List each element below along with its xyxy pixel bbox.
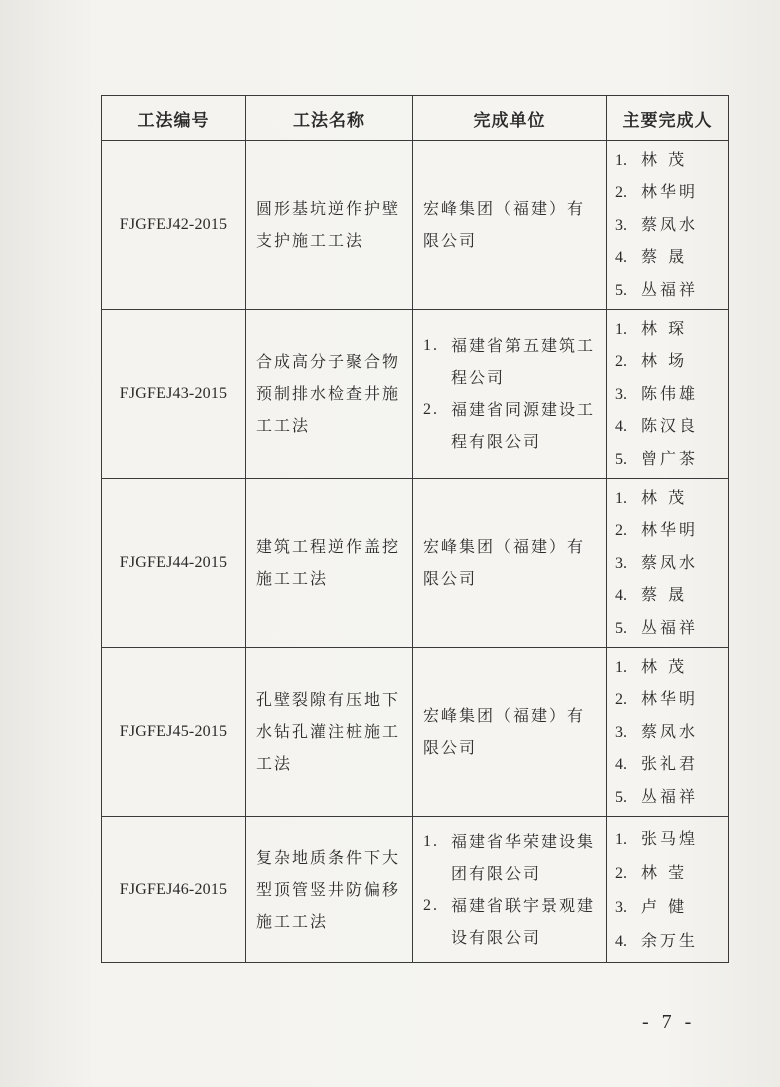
construction-methods-table: [101, 95, 729, 963]
method-name: 复杂地质条件下大型顶管竖井防偏移施工工法: [246, 817, 413, 963]
person-item: [615, 482, 728, 515]
header-name: 工法名称: [246, 96, 413, 141]
person-number: 2.: [615, 864, 627, 882]
person-number: 2.: [615, 691, 627, 709]
person-name: 丛福祥: [641, 786, 699, 806]
unit-text: 宏峰集团（福建）有限公司: [423, 706, 586, 757]
person-item: [615, 241, 728, 274]
person-name: 张马煌: [641, 828, 699, 848]
person-number: 1.: [615, 151, 627, 169]
method-code: FJGFEJ44-2015: [102, 479, 246, 648]
person-name: 蔡凤水: [641, 552, 699, 572]
person-item: [615, 547, 728, 580]
method-code: FJGFEJ45-2015: [102, 648, 246, 817]
person-item: [615, 209, 728, 242]
person-item: [615, 378, 728, 411]
table-row: [102, 479, 729, 648]
person-name: 林 茂: [641, 656, 688, 676]
person-name: 张礼君: [641, 754, 699, 774]
person-number: 4.: [615, 756, 627, 774]
person-item: [615, 924, 728, 958]
person-item: [615, 716, 728, 749]
unit-text: 福建省联宇景观建设有限公司: [451, 895, 596, 947]
person-name: 蔡凤水: [641, 721, 699, 741]
unit-text: 宏峰集团（福建）有限公司: [423, 537, 586, 588]
person-number: 2.: [615, 353, 627, 371]
person-name: 蔡 晟: [641, 585, 688, 605]
person-number: 3.: [615, 723, 627, 741]
method-name: 孔壁裂隙有压地下水钻孔灌注桩施工工法: [246, 648, 413, 817]
table-header-row: [102, 96, 729, 141]
table-row: [102, 648, 729, 817]
person-number: 4.: [615, 932, 627, 950]
person-item: [615, 443, 728, 476]
person-item: [615, 144, 728, 177]
person-number: 3.: [615, 554, 627, 572]
person-number: 3.: [615, 385, 627, 403]
unit-text: 福建省华荣建设集团有限公司: [451, 831, 596, 883]
person-name: 丛福祥: [641, 617, 699, 637]
unit-text: 宏峰集团（福建）有限公司: [423, 199, 586, 250]
main-contributors: [607, 817, 729, 963]
completing-unit: [413, 648, 607, 817]
person-name: 余万生: [641, 930, 699, 950]
unit-text: 福建省同源建设工程有限公司: [451, 400, 596, 451]
person-number: 5.: [615, 450, 627, 468]
person-item: [615, 822, 728, 856]
person-number: 5.: [615, 619, 627, 637]
person-name: 丛福祥: [641, 279, 699, 299]
person-item: [615, 683, 728, 716]
person-number: 4.: [615, 587, 627, 605]
person-name: 陈伟雄: [641, 383, 699, 403]
completing-unit: [413, 479, 607, 648]
main-contributors: [607, 141, 729, 310]
header-code: 工法编号: [102, 96, 246, 141]
person-number: 5.: [615, 281, 627, 299]
unit-item: [423, 330, 600, 394]
unit-item: [423, 394, 600, 458]
completing-unit: [413, 817, 607, 963]
person-name: 林 琛: [641, 318, 688, 338]
person-name: 林华明: [641, 182, 699, 202]
person-number: 5.: [615, 788, 627, 806]
person-number: 1.: [615, 320, 627, 338]
person-name: 林 茂: [641, 149, 688, 169]
person-number: 1.: [615, 489, 627, 507]
table-row: [102, 310, 729, 479]
person-name: 陈汉良: [641, 416, 699, 436]
person-name: 林华明: [641, 520, 699, 540]
person-item: [615, 781, 728, 814]
person-name: 蔡 晟: [641, 247, 688, 267]
completing-unit: [413, 141, 607, 310]
unit-item: [423, 193, 600, 257]
person-number: 3.: [615, 898, 627, 916]
header-unit: 完成单位: [413, 96, 607, 141]
main-contributors: [607, 310, 729, 479]
unit-item: [423, 826, 600, 890]
unit-number: 1.: [423, 337, 439, 354]
method-code: FJGFEJ43-2015: [102, 310, 246, 479]
person-name: 林 场: [641, 351, 688, 371]
person-number: 1.: [615, 830, 627, 848]
page-number: - 7 -: [642, 1011, 696, 1033]
person-item: [615, 176, 728, 209]
unit-number: 2.: [423, 401, 439, 418]
unit-number: 1.: [423, 832, 439, 850]
completing-unit: [413, 310, 607, 479]
main-contributors: [607, 479, 729, 648]
person-item: [615, 890, 728, 924]
person-number: 2.: [615, 184, 627, 202]
person-item: [615, 579, 728, 612]
person-item: [615, 410, 728, 443]
person-item: [615, 856, 728, 890]
person-number: 3.: [615, 216, 627, 234]
person-name: 林 莹: [641, 862, 688, 882]
method-code: FJGFEJ42-2015: [102, 141, 246, 310]
person-item: [615, 345, 728, 378]
person-name: 林华明: [641, 689, 699, 709]
unit-item: [423, 531, 600, 595]
person-number: 4.: [615, 418, 627, 436]
unit-number: 2.: [423, 896, 439, 914]
method-name: 建筑工程逆作盖挖施工工法: [246, 479, 413, 648]
person-name: 蔡凤水: [641, 214, 699, 234]
person-name: 曾广茶: [641, 448, 699, 468]
main-contributors: [607, 648, 729, 817]
unit-text: 福建省第五建筑工程公司: [451, 336, 596, 387]
person-item: [615, 748, 728, 781]
unit-item: [423, 700, 600, 764]
header-people: 主要完成人: [607, 96, 729, 141]
person-name: 林 茂: [641, 487, 688, 507]
method-name: 合成高分子聚合物预制排水检查井施工工法: [246, 310, 413, 479]
person-number: 4.: [615, 249, 627, 267]
table-row: [102, 141, 729, 310]
person-item: [615, 612, 728, 645]
person-item: [615, 514, 728, 547]
unit-item: [423, 890, 600, 954]
table-row: [102, 817, 729, 963]
person-item: [615, 313, 728, 346]
person-number: 1.: [615, 658, 627, 676]
person-number: 2.: [615, 522, 627, 540]
person-name: 卢 健: [641, 896, 688, 916]
method-name: 圆形基坑逆作护壁支护施工工法: [246, 141, 413, 310]
person-item: [615, 651, 728, 684]
person-item: [615, 274, 728, 307]
method-code: FJGFEJ46-2015: [102, 817, 246, 963]
